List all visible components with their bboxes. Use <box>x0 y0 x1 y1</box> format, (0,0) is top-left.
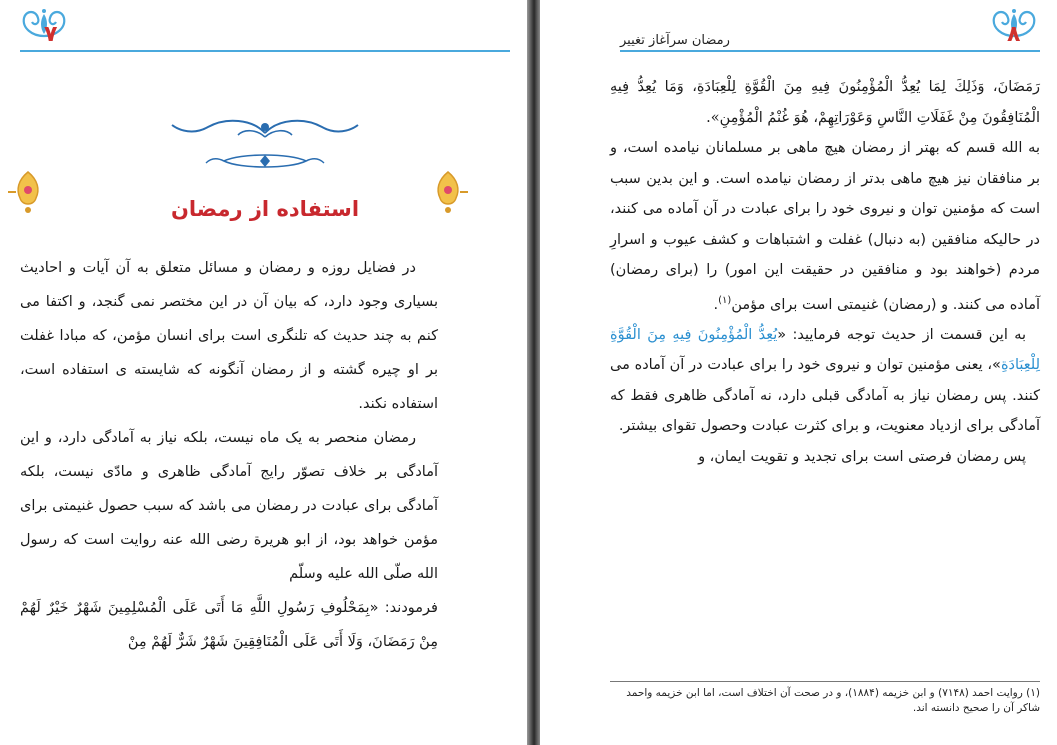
highlighted-arabic: يُعِدُّ الْمُؤْمِنُونَ فِيهِ مِنَ الْقُوَّةِ لِلْعِبَادَةِ <box>610 326 1040 374</box>
hadith-paragraph <box>20 591 438 659</box>
running-head: رمضان سرآغاز تغییر <box>620 33 730 48</box>
left-page <box>0 0 527 745</box>
book-gutter <box>527 0 540 745</box>
left-body-text <box>20 251 438 659</box>
paragraph <box>610 133 1040 320</box>
gold-lantern-ornament-icon <box>428 168 468 216</box>
paragraph: پس رمضان فرصتی است برای تجدید و تقویت ایمان، و <box>698 448 1026 465</box>
paragraph: در فضایل روزه و رمضان و مسائل متعلق به آن آیات و احادیث بسیاری وجود دارد، که بیان آن در این مختصر نمی گنجد، و اکتفا می کنم به چند حدیث که تلنگری است برای انسان مؤمن، که مبادا غفلت بر او چیره گشته و از رمضان آنگونه که شایسته ی استفاده است، استفاده نکند. <box>20 260 438 412</box>
chapter-title: استفاده از رمضان <box>170 197 360 221</box>
footnote: (۱) روایت احمد (۷۱۴۸) و ابن خزیمه (۱۸۸۴)، و در صحت آن اختلاف است، اما ابن خزیمه واحمد شاکر آن را صحیح دانسته اند. <box>626 687 1040 714</box>
page-number: ۸ <box>1007 22 1021 47</box>
title-scroll-ornament-icon <box>160 115 370 177</box>
footnote-rule <box>610 681 1040 682</box>
right-page <box>540 0 1057 745</box>
footnote-ref: (۱) <box>718 294 732 306</box>
paragraph: رمضان منحصر به یک ماه نیست، بلکه نیاز به آمادگی دارد، و این آمادگی بر خلاف تصوّر رایج آمادگی ظاهری و مادّی نیست، بلکه آمادگی برای عبادت در رمضان می باشد که سبب حصول غنیمتی برای مؤمن خواهد بود، از ابو هریرة رضی الله عنه روایت است که رسول الله صلّی الله علیه وسلّم <box>20 430 438 582</box>
gold-lantern-ornament-icon <box>8 168 48 216</box>
header-rule <box>20 50 510 52</box>
paragraph-text: به این قسمت از حدیث توجه فرمایید: « <box>777 326 1026 343</box>
paragraph-end: . <box>713 296 719 313</box>
paragraph <box>610 320 1040 442</box>
hadith-arabic-continuation: رَمَضَانَ، وَذَلِكَ لِمَا يُعِدُّ الْمُؤْمِنُونَ فِيهِ مِنَ الْقُوَّةِ لِلْعِبَادَةِ، وَمَا يُعِدُّ فِيهِ الْمُنَافِقُونَ مِنْ غَفَلَاتِ النَّاسِ وَعَوْرَاتِهِمْ، هُوَ غُنْمُ الْمُؤْمِنِ». <box>610 79 1040 126</box>
hadith-arabic-text: بِمَحْلُوفِ رَسُولِ اللَّهِ مَا أَتَى عَلَى الْمُسْلِمِينَ شَهْرٌ خَيْرٌ لَهُمْ مِنْ رَمَضَانَ، وَلَا أَتَى عَلَى الْمُنَافِقِينَ شَهْرٌ شَرٌّ لَهُمْ مِنْ <box>20 600 438 650</box>
hadith-intro: فرمودند: « <box>369 600 438 616</box>
right-body-text <box>610 72 1040 472</box>
page-number: ۷ <box>44 22 58 47</box>
header-rule <box>620 50 1040 52</box>
paragraph-text: به الله قسم که بهتر از رمضان هیچ ماهی بر مسلمانان نیامده است، و بر منافقان نیز هیچ ماهی بدتر از رمضان نیامده است. و این بدین سبب است که مؤمنین توان و نیروی خود را برای عبادت در آن آماده می کنند، در حالیکه منافقین (به دنبال) غفلت و اشتباهات و کشف عیوب و اسرارِ مردم (خواهند بود و منافقین در حقیقت این امور) را (برای رمضان) آماده می کنند. و (رمضان) غنیمتی است برای مؤمن <box>610 140 1040 313</box>
paragraph-text: »، یعنی مؤمنین توان و نیروی خود را برای عبادت در آن آماده می کنند. پس رمضان نیاز به آمادگی قبلی دارد، نه آمادگی ظاهری فقط که آمادگی برای ازدیاد معنویت، و برای کثرت عبادت وحصول تقوای بیشتر. <box>610 357 1040 435</box>
